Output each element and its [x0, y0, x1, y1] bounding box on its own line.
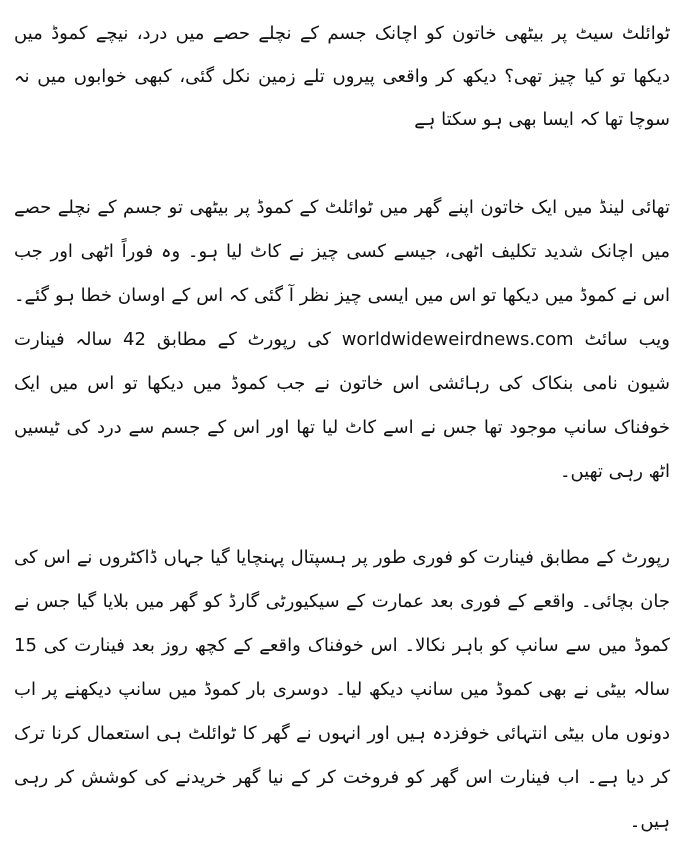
body-paragraph-2: رپورٹ کے مطابق فینارت کو فوری طور پر ہسپتال پہنچایا گیا جہاں ڈاکٹروں نے اس کی جان بچائی۔ واقعے کے فوری بعد عمارت کے سیکیورٹی گارڈ کو گھر میں بلایا گیا جس نے کموڈ میں سے سانپ کو باہر نکالا۔ اس خوفناک واقعے کے کچھ روز بعد فینارت کی 15 سالہ بیٹی نے بھی کموڈ میں سانپ دیکھ لیا۔ دوسری بار کموڈ میں سانپ دیکھنے پر اب دونوں ماں بیٹی انتہائی خوفزدہ ہیں اور انہوں نے گھر کا ٹوائلٹ ہی استعمال کرنا ترک کر دیا ہے۔ اب فینارت اس گھر کو فروخت کر کے نیا گھر خریدنے کی کوشش کر رہی ہیں۔ — [14, 547, 670, 832]
headline-paragraph: ٹوائلٹ سیٹ پر بیٹھی خاتون کو اچانک جسم کے نچلے حصے میں درد، نیچے کموڈ میں دیکھا تو کیا چیز تھی؟ دیکھ کر واقعی پیروں تلے زمین نکل گئی، کبھی خوابوں میں نہ سوچا تھا کہ ایسا بھی ہو سکتا ہے — [14, 23, 670, 130]
body-paragraph-1: تھائی لینڈ میں ایک خاتون اپنے گھر میں ٹوائلٹ کے کموڈ پر بیٹھی تو جسم کے نچلے حصے میں اچانک شدید تکلیف اٹھی، جیسے کسی چیز نے کاٹ لیا ہو۔ وہ فوراً اٹھی اور جب اس نے کموڈ میں دیکھا تو اس میں ایسی چیز نظر آ گئی کہ اس کے اوسان خطا ہو گئے۔ ویب سائٹ worldwideweirdnews.com کی رپورٹ کے مطابق 42 سالہ فینارت شیون نامی بنکاک کی رہائشی اس خاتون نے جب کموڈ میں دیکھا تو اس میں ایک خوفناک سانپ موجود تھا جس نے اسے کاٹ لیا تھا اور اس کے جسم سے درد کی ٹیسیں اٹھ رہی تھیں۔ — [14, 197, 670, 482]
